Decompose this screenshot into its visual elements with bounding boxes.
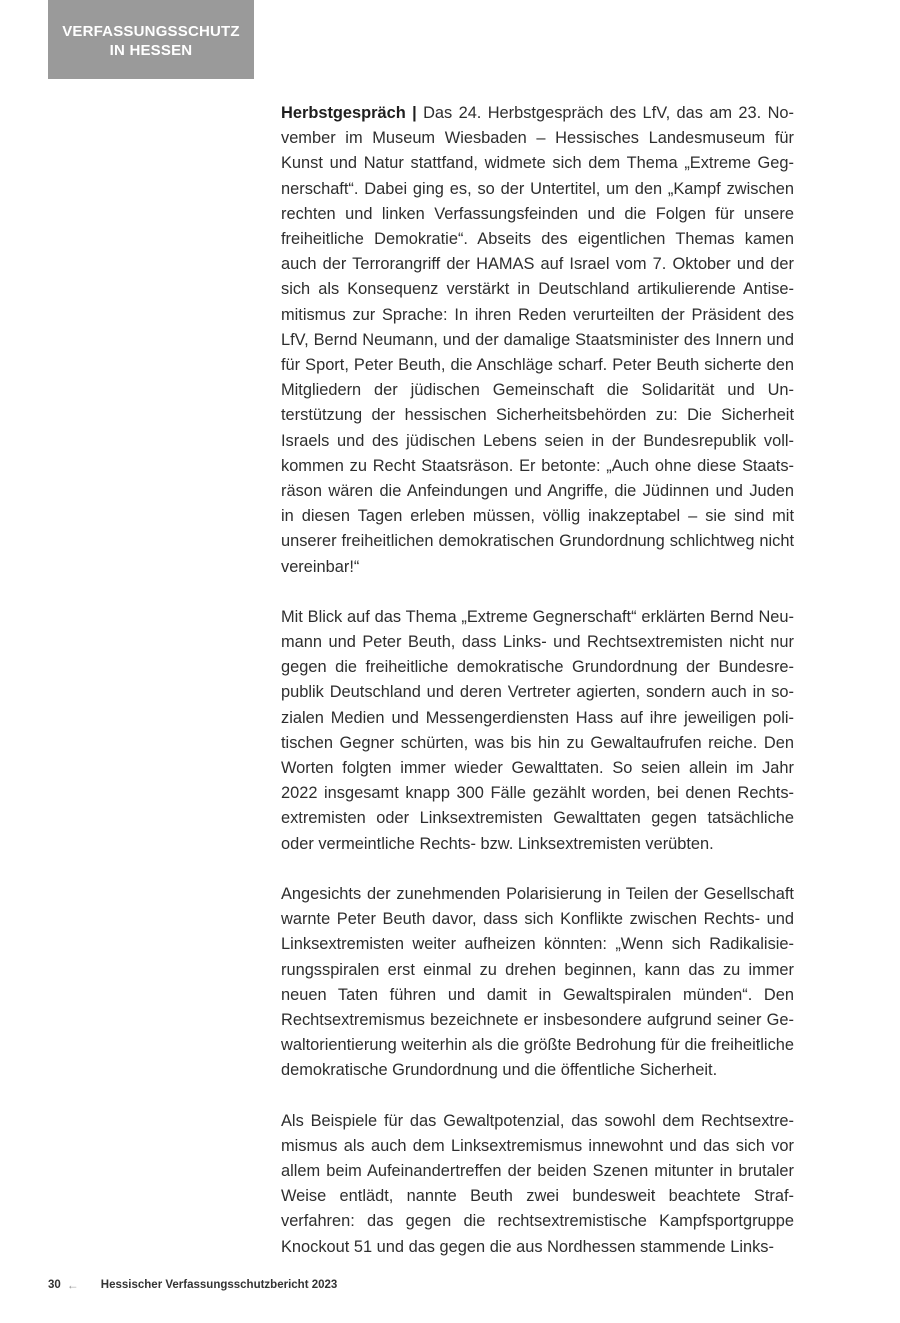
paragraph-text: Das 24. Herbstgespräch des LfV, das am 23. November im Museum Wiesbaden – Hessisches Landesmuseum für Kunst und Natur stattfand, widmete sich dem Thema „Extreme Gegnerschaft“. Dabei ging es, so der Untertitel, um den „Kampf zwischen rechten und linken Verfassungsfeinden und die Folgen für unsere freiheitliche Demokratie“. Abseits des eigentlichen Themas kamen auch der Terrorangriff der HAMAS auf Israel vom 7. Oktober und der sich als Konsequenz verstärkt in Deutschland artikulierende Antisemitismus zur Sprache: In ihren Reden verurteilten der Präsident des LfV, Bernd Neumann, und der damalige Staatsminister des Innern und für Sport, Peter Beuth, die Anschläge scharf. Peter Beuth sicherte den Mitgliedern der jüdischen Gemeinschaft die Solidarität und Unterstützung der hessischen Sicherheitsbehörden zu: Die Sicherheit Israels und des jüdischen Lebens seien in der Bundesrepublik vollkommen zu Recht Staatsräson. Er betonte: „Auch ohne diese Staatsräson wären die Anfeindungen und Angriffe, die Jüdinnen und Juden in diesen Tagen erleben müssen, völlig inakzeptabel – sie sind mit unserer freiheitlichen demokratischen Grundordnung schlichtweg nicht vereinbar!“ xyxy=(281,104,794,576)
paragraph-polarisierung xyxy=(281,882,794,1084)
section-header-line1: VERFASSUNGSSCHUTZ xyxy=(62,22,240,40)
footer-document-title: Hessischer Verfassungsschutzbericht 2023 xyxy=(100,1279,338,1291)
paragraph-text: Mit Blick auf das Thema „Extreme Gegnerschaft“ erklärten Bernd Neumann und Peter Beuth, dass Links- und Rechtsextremisten nicht nur gegen die freiheitliche demokratische Grundordnung der Bundesrepublik Deutschland und deren Vertreter agierten, sondern auch in sozialen Medien und Messengerdiensten Hass auf ihre jeweiligen politischen Gegner schürten, was bis hin zu Gewaltaufrufen reiche. Den Worten folgten immer wieder Gewalttaten. So seien allein im Jahr 2022 insgesamt knapp 300 Fälle gezählt worden, bei denen Rechtsextremisten oder Linksextremisten Gewalttaten gegen tatsächliche oder vermeintliche Rechts- bzw. Linksextremisten verübten. xyxy=(281,607,794,853)
left-arrow-icon[interactable]: ← xyxy=(66,1278,79,1292)
paragraph-extreme-gegnerschaft xyxy=(281,605,794,857)
paragraph-lead: Herbstgespräch | xyxy=(281,104,417,122)
section-header-line2: IN HESSEN xyxy=(109,41,193,59)
paragraph-text: Angesichts der zunehmenden Polarisierung in Teilen der Gesellschaft warnte Peter Beuth davor, dass sich Konflikte zwischen Rechts- und Linksextremisten weiter aufheizen könnten: „Wenn sich Radikalisierungsspiralen erst einmal zu drehen beginnen, kann das zu immer neuen Taten führen und damit in Gewaltspiralen münden“. Den Rechtsextremismus bezeichnete er insbesondere aufgrund seiner Gewaltorientierung weiterhin als die größte Bedrohung für die freiheitliche demokratische Grundordnung und die öffentliche Sicherheit. xyxy=(281,884,794,1080)
main-text-column xyxy=(281,101,794,1285)
paragraph-herbstgespraech xyxy=(281,101,794,580)
paragraph-gewaltpotenzial xyxy=(281,1109,794,1260)
section-header-tab xyxy=(48,0,254,79)
page-footer xyxy=(48,1278,337,1292)
page-number: 30 xyxy=(48,1279,61,1291)
paragraph-text: Als Beispiele für das Gewaltpotenzial, das sowohl dem Rechtsextremismus als auch dem Linksextremismus innewohnt und das sich vor allem beim Aufeinandertreffen der beiden Szenen mitunter in brutaler Weise entlädt, nannte Beuth zwei bundesweit beachtete Strafverfahren: das gegen die rechtsextremistische Kampfsportgruppe Knockout 51 und das gegen die aus Nordhessen stammende Links- xyxy=(281,1111,794,1256)
